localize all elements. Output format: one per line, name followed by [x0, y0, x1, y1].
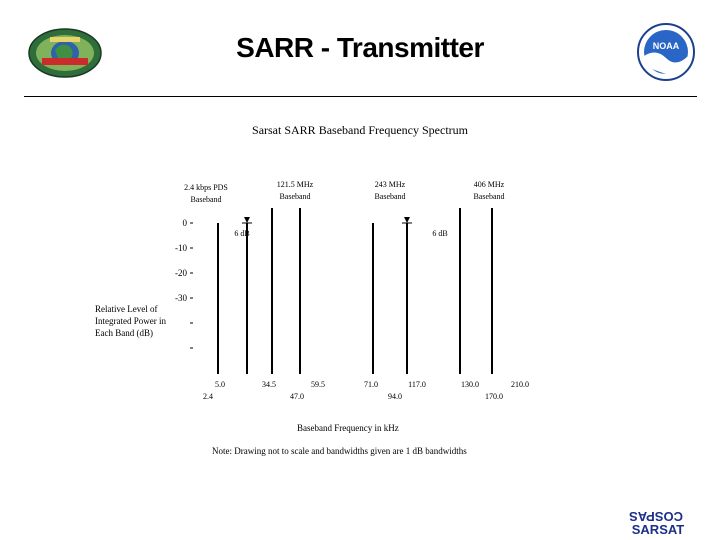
- band-label: Baseband: [279, 192, 311, 201]
- x-tick-label: 47.0: [290, 392, 304, 401]
- y-axis-label: [95, 304, 166, 338]
- band-label: 243 MHz: [374, 180, 406, 189]
- x-tick-label: 117.0: [408, 380, 426, 389]
- x-tick-label: 210.0: [511, 380, 529, 389]
- band-label: 121.5 MHz: [276, 180, 314, 189]
- x-tick-label: 71.0: [364, 380, 378, 389]
- wordmark-sarsat: SARSAT: [631, 522, 685, 536]
- y-axis-label-line: Integrated Power in: [95, 316, 166, 326]
- noaa-logo-text: NOAA: [652, 41, 680, 51]
- band-label: Baseband: [374, 192, 406, 201]
- annotation-arrow: [244, 217, 250, 223]
- y-axis: [175, 218, 193, 348]
- wordmark-cospas: COSPAS: [629, 509, 683, 524]
- annotation-label: 6 dB: [432, 229, 448, 238]
- slide-title: SARR - Transmitter: [236, 32, 484, 63]
- x-tick-label: 94.0: [388, 392, 402, 401]
- annotation-arrow: [404, 217, 410, 223]
- x-tick-label: 130.0: [461, 380, 479, 389]
- band-label: Baseband: [473, 192, 505, 201]
- band-labels: [184, 180, 505, 204]
- level-annotations: [234, 217, 447, 238]
- x-tick-labels: [203, 380, 529, 401]
- band-label: 406 MHz: [473, 180, 505, 189]
- y-tick-label: -20: [175, 268, 187, 278]
- y-tick-label: -30: [175, 293, 187, 303]
- x-tick-label: 34.5: [262, 380, 276, 389]
- x-tick-label: 5.0: [215, 380, 225, 389]
- chart-note: Note: Drawing not to scale and bandwidths given are 1 dB bandwidths: [212, 446, 467, 456]
- x-tick-label: 59.5: [311, 380, 325, 389]
- x-tick-label: 2.4: [203, 392, 213, 401]
- x-axis-label: Baseband Frequency in kHz: [297, 423, 399, 433]
- x-tick-label: 170.0: [485, 392, 503, 401]
- band-label: 2.4 kbps PDS: [184, 183, 228, 192]
- y-tick-label: -10: [175, 243, 187, 253]
- y-axis-label-line: Each Band (dB): [95, 328, 153, 338]
- y-axis-label-line: Relative Level of: [95, 304, 158, 314]
- annotation-label: 6 dB: [234, 229, 250, 238]
- band-lines: [218, 208, 492, 374]
- band-label: Baseband: [190, 195, 222, 204]
- y-tick-label: 0: [182, 218, 187, 228]
- chart-title: Sarsat SARR Baseband Frequency Spectrum: [252, 123, 468, 137]
